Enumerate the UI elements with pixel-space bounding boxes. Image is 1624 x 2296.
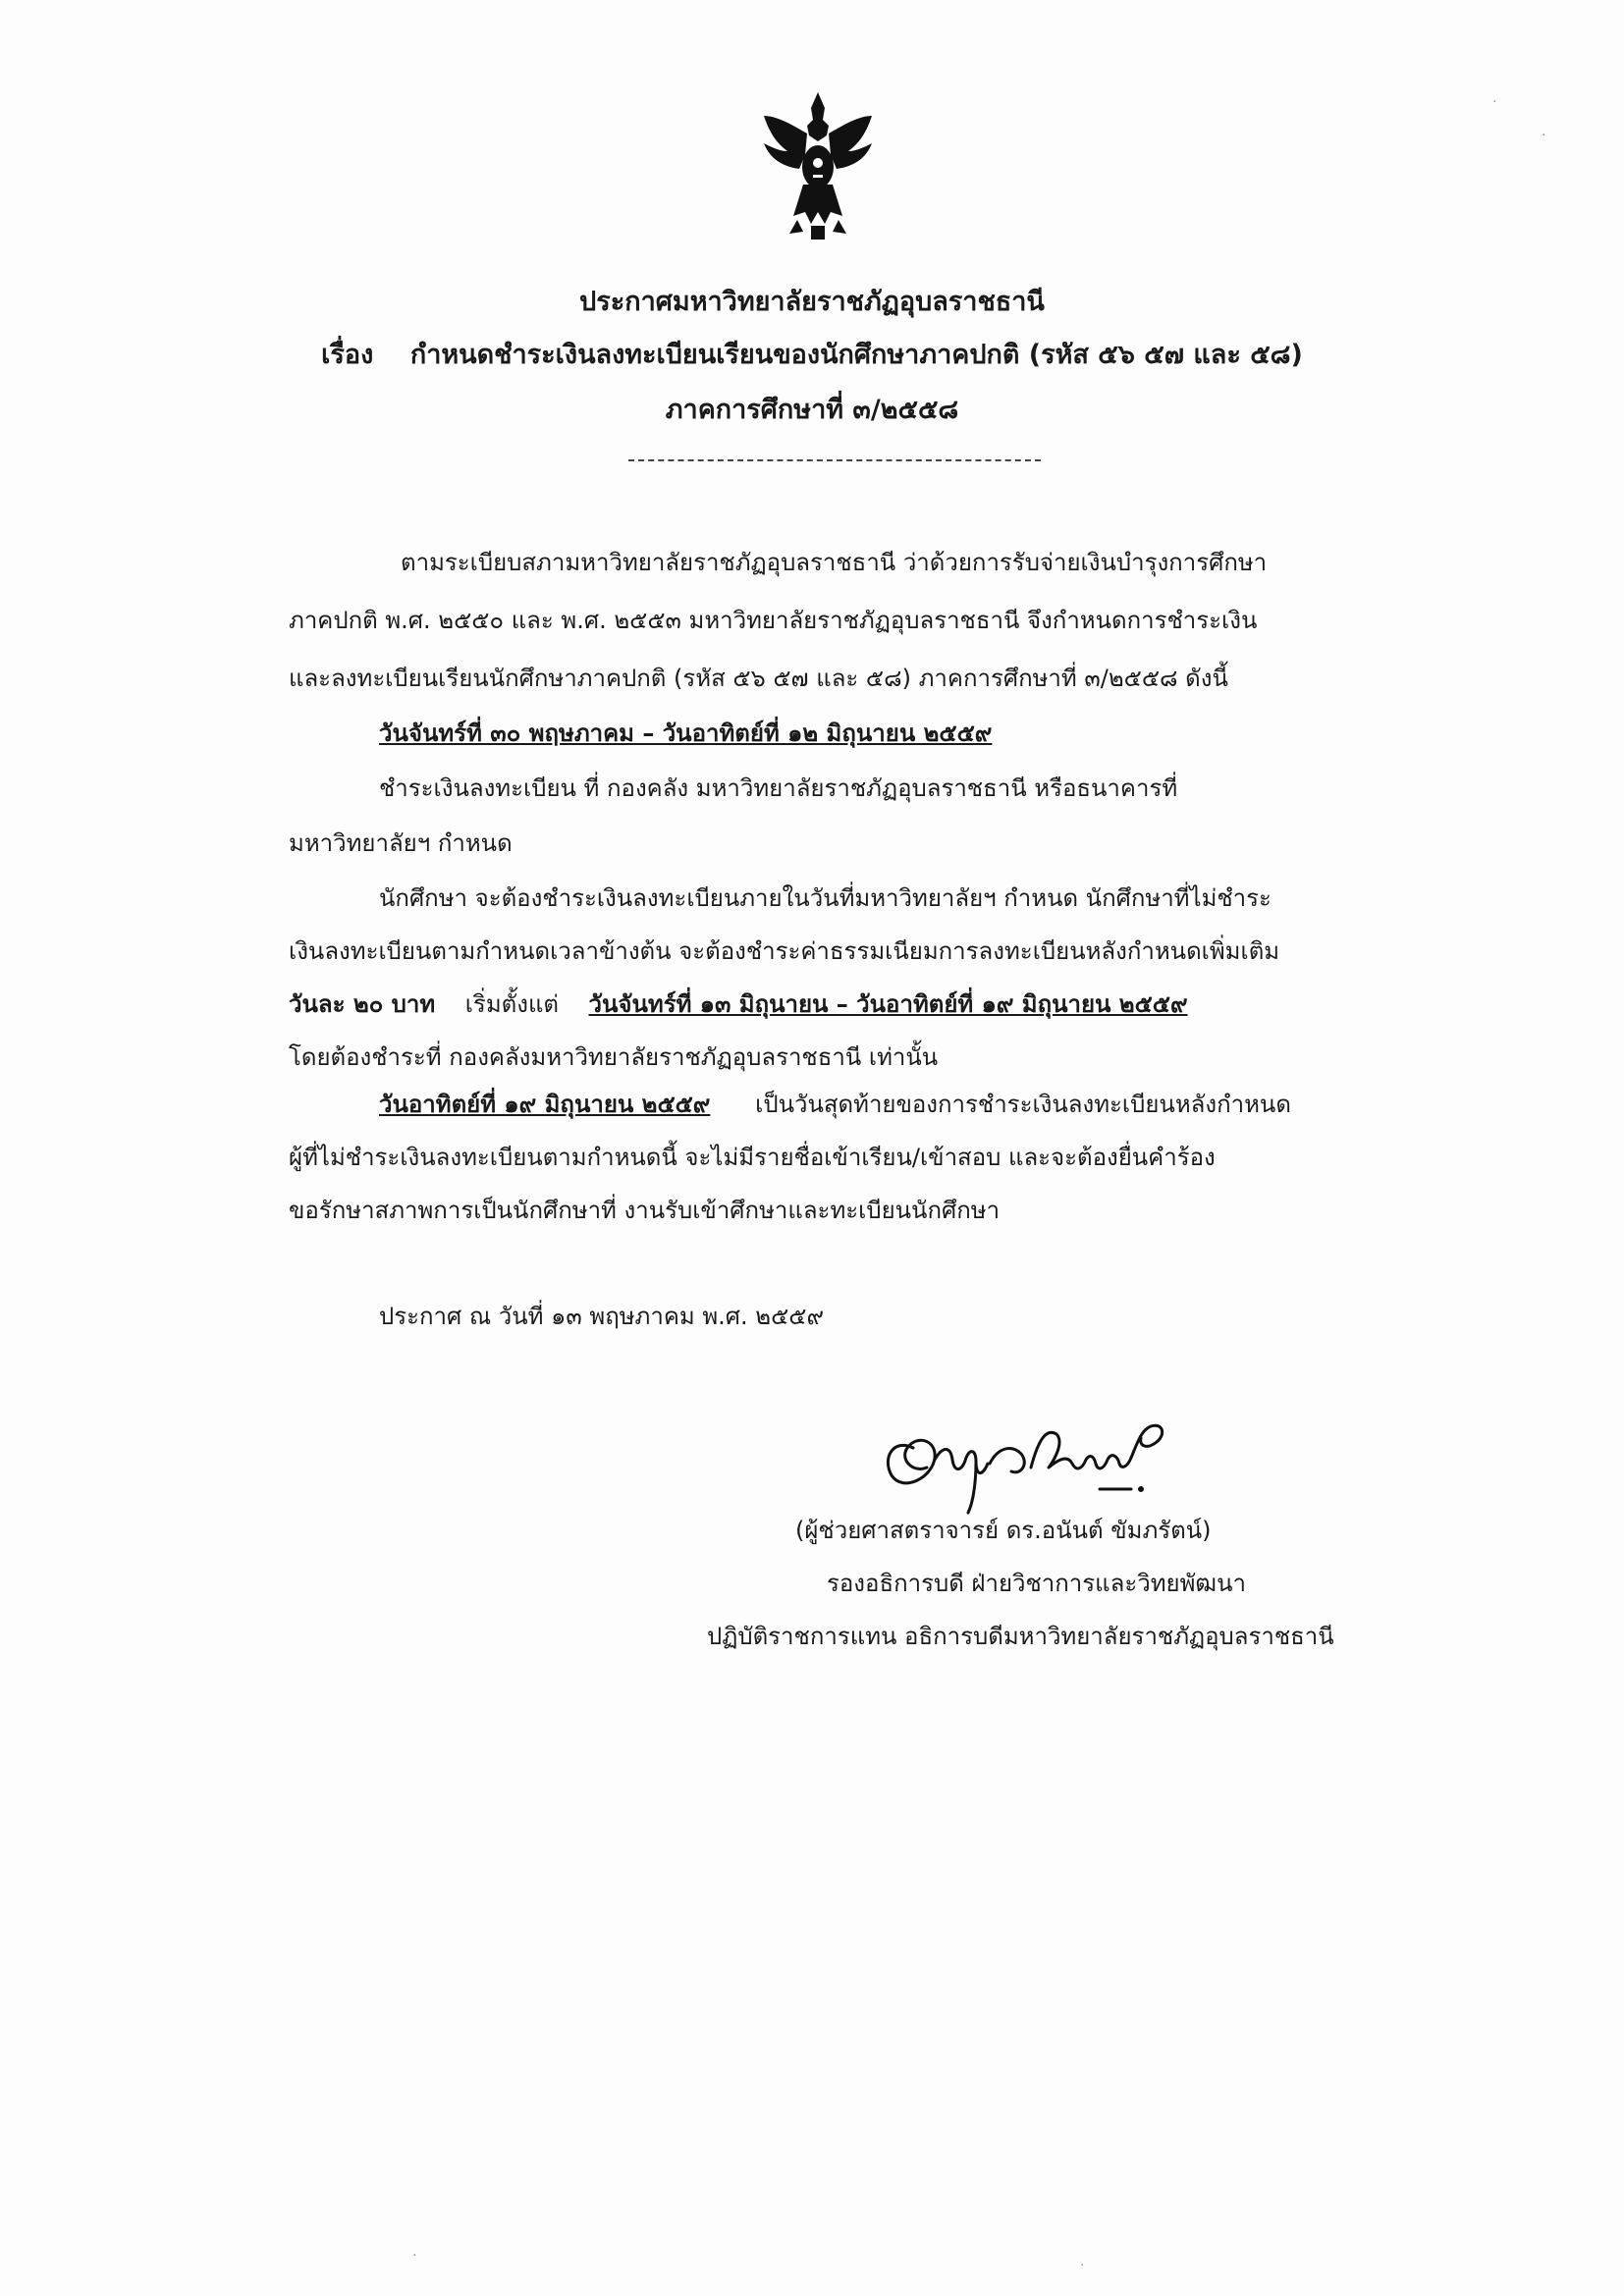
announcement-title: ประกาศมหาวิทยาลัยราชภัฏอุบลราชธานี — [579, 287, 1045, 317]
paragraph-2-line-2: มหาวิทยาลัยฯ กำหนด — [289, 829, 513, 857]
semester-heading: ภาคการศึกษาที่ ๓/๒๕๕๘ — [665, 395, 959, 425]
late-fee: วันละ ๒๐ บาท — [289, 990, 436, 1018]
paragraph-1-line-3: และลงทะเบียนเรียนนักศึกษาภาคปกติ (รหัส ๕๖ ๕๗ และ ๕๘) ภาคการศึกษาที่ ๓/๒๕๕๘ ดังนี้ — [289, 665, 1228, 692]
signatory-name: (ผู้ช่วยศาสตราจารย์ ดร.อนันต์ ขัมภรัตน์) — [795, 1517, 1212, 1544]
paragraph-3-line-2: เงินลงทะเบียนตามกำหนดเวลาข้างต้น จะต้องชำระค่าธรรมเนียมการลงทะเบียนหลังกำหนดเพิ่มเติม — [289, 937, 1280, 965]
paragraph-3-line-3 — [289, 988, 1188, 1021]
subject-label: เรื่อง — [321, 340, 374, 370]
paragraph-2-line-1: ชำระเงินลงทะเบียน ที่ กองคลัง มหาวิทยาลัยราชภัฏอุบลราชธานี หรือธนาคารที่ — [379, 774, 1178, 802]
signatory-position-2: ปฏิบัติราชการแทน อธิการบดีมหาวิทยาลัยราชภัฏอุบลราชธานี — [707, 1623, 1334, 1650]
subject-text: กำหนดชำระเงินลงทะเบียนเรียนของนักศึกษาภาคปกติ (รหัส ๕๖ ๕๗ และ ๕๘) — [409, 340, 1303, 370]
paragraph-4-line-3: ขอรักษาสภาพการเป็นนักศึกษาที่ งานรับเข้าศึกษาและทะเบียนนักศึกษา — [289, 1197, 1001, 1224]
deadline-description: เป็นวันสุดท้ายของการชำระเงินลงทะเบียนหลังกำหนด — [755, 1091, 1291, 1118]
late-date-range: วันจันทร์ที่ ๑๓ มิถุนายน – วันอาทิตย์ที่ ๑๙ มิถุนายน ๒๕๕๙ — [588, 990, 1188, 1018]
scan-speck: · — [412, 2248, 417, 2264]
scan-speck: · — [1080, 2258, 1085, 2273]
paragraph-1-line-1: ตามระเบียบสภามหาวิทยาลัยราชภัฏอุบลราชธานี ว่าด้วยการรับจ่ายเงินบำรุงการศึกษา — [401, 549, 1268, 576]
scan-speck: · — [1492, 94, 1497, 110]
paragraph-3-line-4: โดยต้องชำระที่ กองคลังมหาวิทยาลัยราชภัฏอุบลราชธานี เท่านั้น — [289, 1043, 939, 1071]
garuda-emblem-icon — [754, 86, 882, 243]
signatory-position-1: รองอธิการบดี ฝ่ายวิชาการและวิทยพัฒนา — [827, 1570, 1246, 1597]
paragraph-1-line-2: ภาคปกติ พ.ศ. ๒๕๕๐ และ พ.ศ. ๒๕๕๓ มหาวิทยาลัยราชภัฏอุบลราชธานี จึงกำหนดการชำระเงิน — [289, 607, 1258, 634]
payment-date-range: วันจันทร์ที่ ๓๐ พฤษภาคม – วันอาทิตย์ที่ ๑๒ มิถุนายน ๒๕๕๙ — [379, 720, 993, 747]
dashed-divider — [628, 459, 1041, 461]
scan-speck: · — [1542, 128, 1546, 143]
start-from-label: เริ่มตั้งแต่ — [464, 990, 559, 1018]
deadline-date: วันอาทิตย์ที่ ๑๙ มิถุนายน ๒๕๕๙ — [379, 1091, 711, 1118]
paragraph-4-line-2: ผู้ที่ไม่ชำระเงินลงทะเบียนตามกำหนดนี้ จะไม่มีรายชื่อเข้าเรียน/เข้าสอบ และจะต้องยื่นคำร้อง — [289, 1144, 1216, 1171]
handwritten-signature — [874, 1399, 1227, 1517]
announcement-date: ประกาศ ณ วันที่ ๑๓ พฤษภาคม พ.ศ. ๒๕๕๙ — [379, 1303, 825, 1330]
paragraph-4-line-1 — [379, 1088, 1291, 1121]
paragraph-3-line-1: นักศึกษา จะต้องชำระเงินลงทะเบียนภายในวันที่มหาวิทยาลัยฯ กำหนด นักศึกษาที่ไม่ชำระ — [379, 884, 1272, 912]
announcement-subject — [0, 338, 1624, 373]
